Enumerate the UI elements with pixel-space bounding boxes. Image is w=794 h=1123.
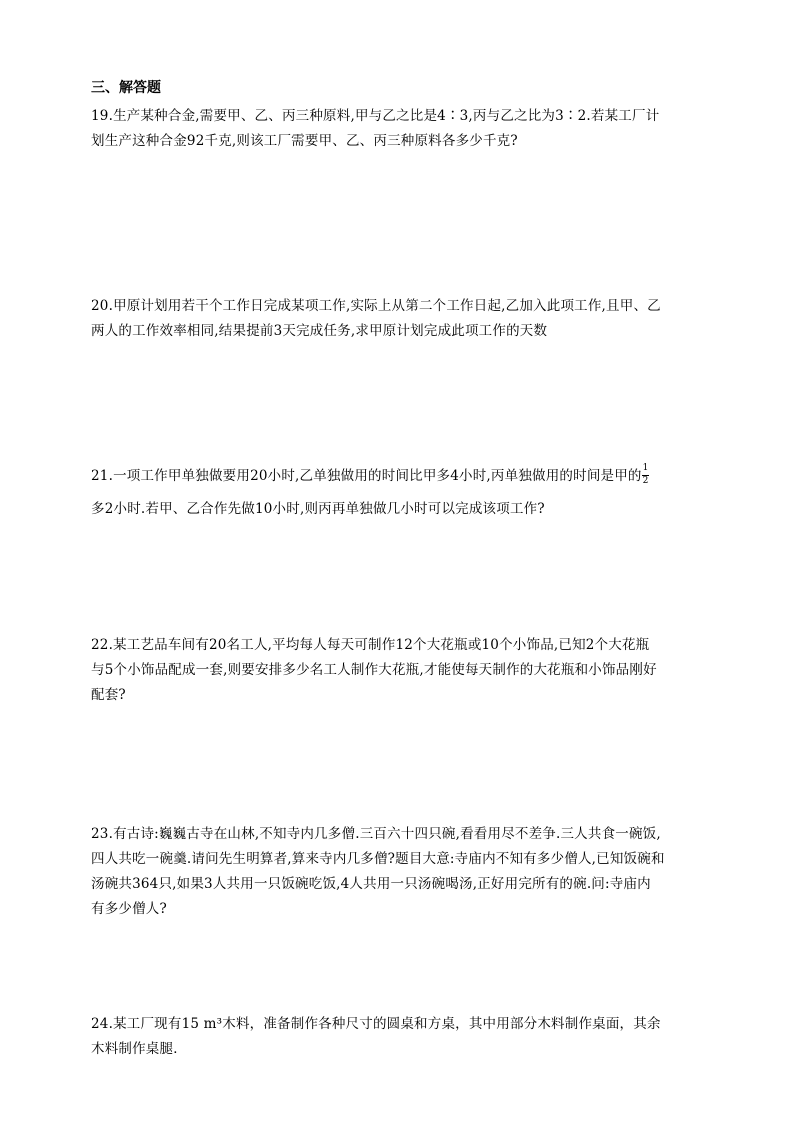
question-22-line-3: 配套? [91,687,126,703]
question-23-line-1: 23.有古诗:巍巍古寺在山林,不知寺内几多僧.三百六十四只碗,看看用尽不差争.三人共食一碗饭, [91,826,661,842]
question-20-line-1: 20.甲原计划用若干个工作日完成某项工作,实际上从第二个工作日起,乙加入此项工作,且甲、乙 [91,298,661,314]
question-21 [91,464,706,522]
section-heading: 三、解答题 [91,80,161,96]
question-23-line-2: 四人共吃一碗羹.请问先生明算者,算来寺内几多僧?题目大意:寺庙内不知有多少僧人,已知饭碗和 [91,851,665,867]
question-20 [91,294,706,344]
question-22-line-1: 22.某工艺品车间有20名工人,平均每人每天可制作12个大花瓶或10个小饰品,已知2个大花瓶 [91,637,650,653]
question-20-line-2: 两人的工作效率相同,结果提前3天完成任务,求甲原计划完成此项工作的天数 [91,323,548,339]
question-22 [91,633,706,708]
question-24-line-1: 24.某工厂现有15 m³木料，准备制作各种尺寸的圆桌和方桌，其中用部分木料制作桌面，其余 [91,1016,661,1032]
question-23-line-3: 汤碗共364只,如果3人共用一只饭碗吃饭,4人共用一只汤碗喝汤,正好用完所有的碗.问:寺庙内 [91,876,651,892]
question-21-line-1: 21.一项工作甲单独做要用20小时,乙单独做用的时间比甲多4小时,丙单独做用的时间是甲的 [91,468,642,484]
fraction-denominator: 2 [642,476,649,486]
question-19-line-1: 19.生产某种合金,需要甲、乙、丙三种原料,甲与乙之比是4∶3,丙与乙之比为3∶2.若某工厂计 [91,108,660,124]
question-23 [91,822,706,922]
question-24 [91,1012,706,1062]
question-19 [91,104,706,154]
question-21-line-1-wrapper [91,464,706,489]
question-24-line-2: 木料制作桌腿． [91,1041,187,1057]
question-23-line-4: 有多少僧人? [91,901,167,917]
fraction-one-half [642,463,650,486]
question-21-line-2: 多2小时.若甲、乙合作先做10小时,则丙再单独做几小时可以完成该项工作? [91,501,545,517]
question-22-line-2: 与5个小饰品配成一套,则要安排多少名工人制作大花瓶,才能使每天制作的大花瓶和小饰品刚好 [91,662,657,678]
fraction-numerator: 1 [642,463,649,473]
question-19-line-2: 划生产这种合金92千克,则该工厂需要甲、乙、丙三种原料各多少千克? [91,133,518,149]
